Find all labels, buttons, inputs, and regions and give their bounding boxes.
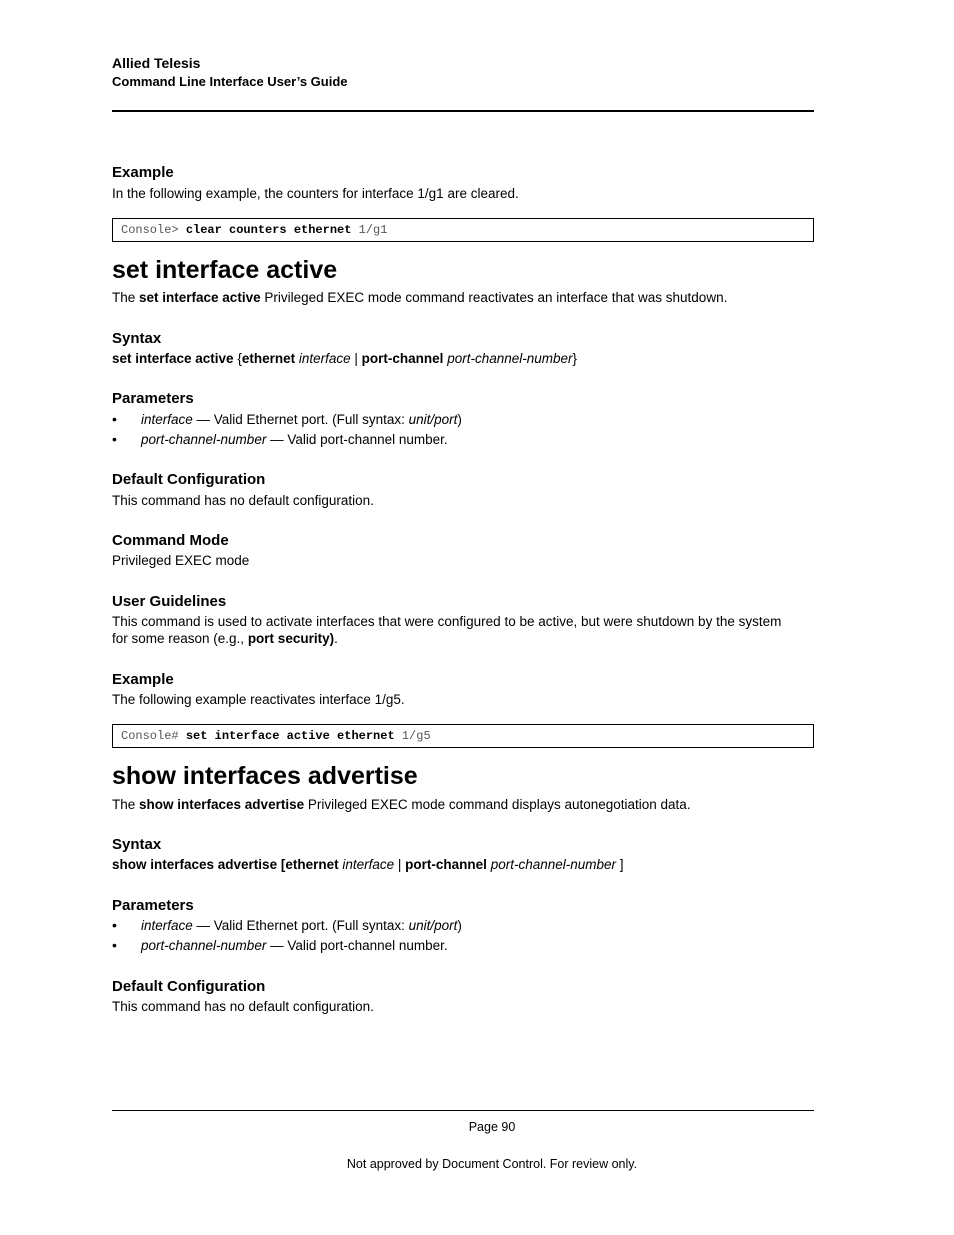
code-block-set-interface-active (112, 724, 814, 748)
example-text: In the following example, the counters for interface 1/g1 are cleared. (112, 186, 519, 201)
syntax-keyword: port-channel (405, 857, 487, 872)
intro-text: Privileged EXEC mode command reactivates an interface that was shutdown. (260, 290, 728, 305)
code-block-clear-counters (112, 218, 814, 242)
intro-text: The (112, 290, 140, 305)
header-guide-title: Command Line Interface User’s Guide (112, 74, 348, 89)
param-desc: — Valid port-channel number. (266, 938, 448, 953)
header-company: Allied Telesis (112, 55, 201, 71)
guidelines-text: for some reason (e.g., (112, 631, 248, 646)
section-title-show-interfaces-advertise: show interfaces advertise (112, 762, 418, 790)
default-config-text: This command has no default configuration. (112, 999, 374, 1014)
param-end: ) (457, 412, 462, 427)
syntax-heading: Syntax (112, 836, 162, 853)
code-command: clear counters ethernet (185, 223, 352, 237)
bullet-icon: • (112, 411, 117, 427)
syntax-argument: interface (298, 351, 351, 366)
review-note: Not approved by Document Control. For review only. (346, 1157, 638, 1171)
example-heading: Example (112, 671, 174, 688)
intro-command: set interface active (139, 290, 261, 305)
syntax-separator: | (394, 857, 406, 872)
syntax-separator: | (350, 351, 362, 366)
param-desc: — Valid port-channel number. (266, 432, 448, 447)
syntax-line (112, 350, 814, 367)
bullet-icon: • (112, 937, 117, 953)
syntax-argument: port-channel-number (447, 351, 573, 366)
example-heading: Example (112, 164, 174, 181)
syntax-command: show interfaces advertise [ethernet (112, 857, 339, 872)
user-guidelines-heading: User Guidelines (112, 593, 227, 610)
parameters-heading: Parameters (112, 897, 194, 914)
user-guidelines-text: This command is used to activate interfaces that were configured to be active, but were shutdown by the system (112, 614, 782, 629)
code-argument: 1/g1 (358, 223, 388, 237)
param-syntax: unit/port (408, 918, 458, 933)
param-desc: — Valid Ethernet port. (Full syntax: (192, 918, 409, 933)
default-config-heading: Default Configuration (112, 471, 266, 488)
param-name: port-channel-number (141, 432, 267, 447)
example-text: The following example reactivates interface 1/g5. (112, 692, 405, 707)
param-name: port-channel-number (141, 938, 267, 953)
code-command: set interface active ethernet (185, 729, 395, 743)
param-syntax: unit/port (408, 412, 458, 427)
syntax-argument: interface (342, 857, 395, 872)
syntax-keyword: ethernet (241, 351, 296, 366)
param-end: ) (457, 918, 462, 933)
bullet-icon: • (112, 917, 117, 933)
default-config-heading: Default Configuration (112, 978, 266, 995)
syntax-bracket: ] (616, 857, 624, 872)
header-rule (112, 110, 814, 112)
syntax-line (112, 856, 814, 873)
intro-command: show interfaces advertise (139, 797, 305, 812)
param-name: interface (141, 918, 193, 933)
syntax-heading: Syntax (112, 330, 162, 347)
section-title-set-interface-active: set interface active (112, 256, 338, 284)
code-prompt: Console# (121, 729, 179, 743)
intro-text: Privileged EXEC mode command displays autonegotiation data. (304, 797, 691, 812)
footer-rule (112, 1110, 814, 1111)
syntax-argument: port-channel-number (490, 857, 617, 872)
syntax-brace: } (572, 351, 578, 366)
guidelines-bold: port security) (247, 631, 335, 646)
user-guidelines-text-2 (112, 630, 814, 647)
show-interfaces-advertise-intro (112, 796, 814, 813)
command-mode-heading: Command Mode (112, 532, 229, 549)
set-interface-active-intro (112, 289, 814, 306)
syntax-command: set interface active (112, 351, 234, 366)
param-name: interface (141, 412, 193, 427)
param-desc: — Valid Ethernet port. (Full syntax: (192, 412, 409, 427)
guidelines-text: . (334, 631, 338, 646)
syntax-brace: { (233, 351, 242, 366)
default-config-text: This command has no default configuration. (112, 493, 374, 508)
code-prompt: Console> (121, 223, 179, 237)
parameters-heading: Parameters (112, 390, 194, 407)
syntax-keyword: port-channel (361, 351, 444, 366)
code-argument: 1/g5 (401, 729, 431, 743)
command-mode-text: Privileged EXEC mode (112, 553, 250, 568)
page-number: Page 90 (468, 1120, 516, 1134)
intro-text: The (112, 797, 140, 812)
bullet-icon: • (112, 431, 117, 447)
